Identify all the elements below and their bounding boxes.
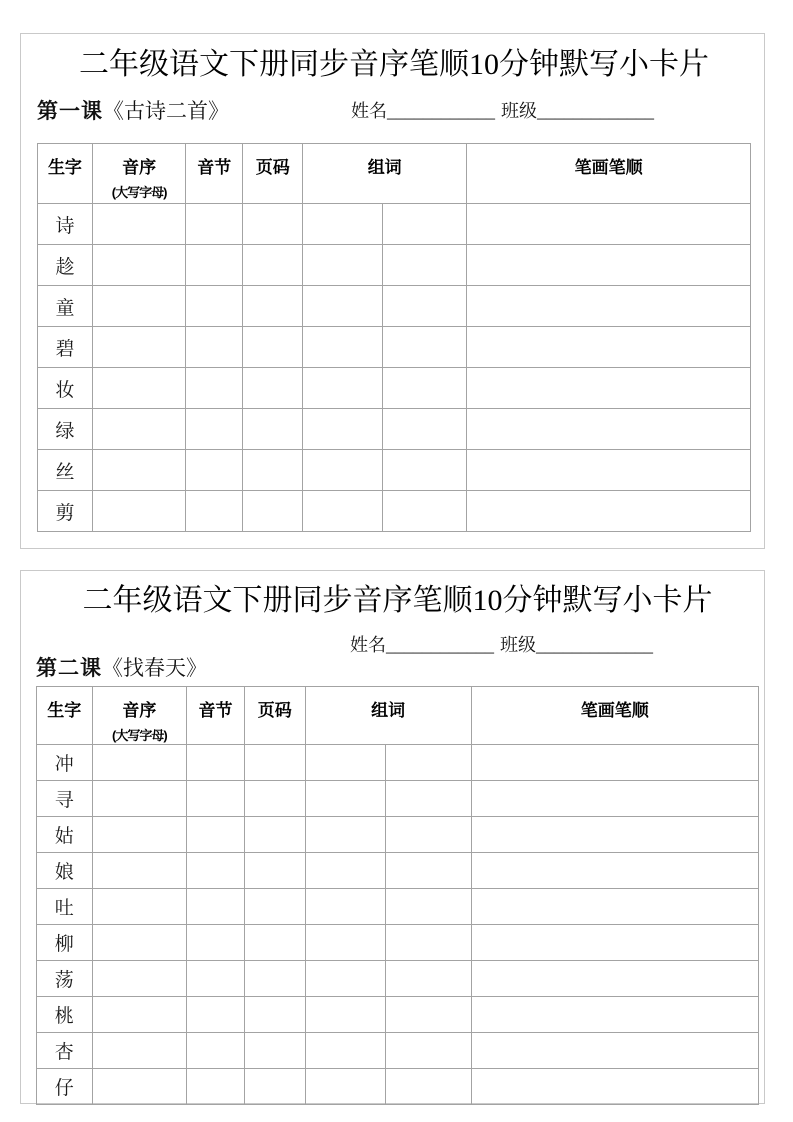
blank-cell — [244, 997, 305, 1033]
new-character-cell: 剪 — [38, 491, 93, 532]
blank-cell — [92, 491, 185, 532]
blank-cell — [383, 450, 467, 491]
table-row — [38, 368, 751, 409]
blank-cell — [303, 409, 383, 450]
card-lesson-2 — [20, 570, 765, 1104]
blank-cell — [305, 925, 386, 961]
blank-cell — [303, 368, 383, 409]
blank-cell — [92, 1069, 187, 1105]
blank-cell — [244, 1033, 305, 1069]
header-word-groups: 组词 — [303, 144, 467, 204]
new-character-cell: 冲 — [37, 745, 93, 781]
blank-cell — [471, 961, 758, 997]
blank-cell — [187, 745, 245, 781]
blank-cell — [386, 889, 471, 925]
table-row — [38, 409, 751, 450]
header-pinyin-initial — [92, 144, 185, 204]
blank-cell — [187, 925, 245, 961]
table-row — [37, 781, 759, 817]
blank-cell — [471, 817, 758, 853]
blank-cell — [471, 1069, 758, 1105]
blank-cell — [92, 204, 185, 245]
blank-cell — [383, 286, 467, 327]
blank-cell — [467, 204, 751, 245]
new-character-cell: 姑 — [37, 817, 93, 853]
blank-cell — [244, 817, 305, 853]
blank-cell — [186, 327, 243, 368]
blank-cell — [243, 286, 303, 327]
name-label: 姓名 — [350, 635, 386, 655]
blank-cell — [386, 853, 471, 889]
card-lesson-1 — [20, 33, 765, 549]
blank-cell — [92, 450, 185, 491]
blank-cell — [467, 450, 751, 491]
table-row — [37, 925, 759, 961]
new-character-cell: 寻 — [37, 781, 93, 817]
table-row — [37, 961, 759, 997]
blank-cell — [243, 368, 303, 409]
blank-cell — [186, 450, 243, 491]
meta-row — [36, 619, 759, 686]
new-character-cell: 桃 — [37, 997, 93, 1033]
card-title: 二年级语文下册同步音序笔顺10分钟默写小卡片 — [82, 584, 713, 617]
meta-row — [37, 91, 751, 131]
header-pinyin-initial-sub: (大写字母) — [111, 185, 167, 200]
blank-cell — [305, 889, 386, 925]
blank-cell — [386, 925, 471, 961]
name-blank-line: ____________ — [387, 101, 495, 121]
blank-cell — [303, 450, 383, 491]
blank-cell — [243, 204, 303, 245]
blank-cell — [187, 1069, 245, 1105]
header-new-character: 生字 — [37, 687, 93, 745]
blank-cell — [305, 745, 386, 781]
class-blank-line: _____________ — [537, 101, 654, 121]
blank-cell — [243, 450, 303, 491]
name-label: 姓名 — [351, 101, 387, 121]
header-word-groups: 组词 — [305, 687, 471, 745]
blank-cell — [467, 286, 751, 327]
header-syllable: 音节 — [187, 687, 245, 745]
blank-cell — [92, 925, 187, 961]
new-character-cell: 荡 — [37, 961, 93, 997]
blank-cell — [471, 853, 758, 889]
blank-cell — [187, 853, 245, 889]
blank-cell — [92, 853, 187, 889]
header-page-number: 页码 — [243, 144, 303, 204]
blank-cell — [187, 997, 245, 1033]
new-character-cell: 碧 — [38, 327, 93, 368]
header-pinyin-initial — [92, 687, 187, 745]
blank-cell — [467, 245, 751, 286]
blank-cell — [467, 327, 751, 368]
blank-cell — [471, 745, 758, 781]
table-header-row — [38, 144, 751, 204]
blank-cell — [305, 1069, 386, 1105]
blank-cell — [383, 491, 467, 532]
blank-cell — [186, 204, 243, 245]
blank-cell — [187, 889, 245, 925]
header-stroke-order: 笔画笔顺 — [471, 687, 758, 745]
header-pinyin-initial-main: 音序 — [122, 701, 157, 720]
blank-cell — [92, 817, 187, 853]
blank-cell — [305, 961, 386, 997]
blank-cell — [471, 925, 758, 961]
table-header-row — [37, 687, 759, 745]
blank-cell — [92, 889, 187, 925]
blank-cell — [467, 409, 751, 450]
name-class-fields — [351, 97, 654, 123]
blank-cell — [92, 286, 185, 327]
card-title: 二年级语文下册同步音序笔顺10分钟默写小卡片 — [79, 48, 709, 81]
table-row — [37, 853, 759, 889]
table-row — [38, 491, 751, 532]
blank-cell — [187, 817, 245, 853]
blank-cell — [386, 1069, 471, 1105]
table-row — [38, 204, 751, 245]
blank-cell — [186, 286, 243, 327]
blank-cell — [383, 368, 467, 409]
table-row — [37, 1069, 759, 1105]
blank-cell — [305, 853, 386, 889]
blank-cell — [243, 245, 303, 286]
blank-cell — [243, 491, 303, 532]
table-row — [38, 245, 751, 286]
blank-cell — [471, 997, 758, 1033]
dictation-table-1 — [37, 143, 751, 532]
blank-cell — [303, 245, 383, 286]
new-character-cell: 丝 — [38, 450, 93, 491]
blank-cell — [386, 781, 471, 817]
blank-cell — [92, 1033, 187, 1069]
lesson-name: 《找春天》 — [102, 656, 207, 680]
blank-cell — [92, 409, 185, 450]
new-character-cell: 绿 — [38, 409, 93, 450]
new-character-cell: 仔 — [37, 1069, 93, 1105]
blank-cell — [92, 368, 185, 409]
blank-cell — [186, 491, 243, 532]
blank-cell — [471, 889, 758, 925]
table-row — [37, 817, 759, 853]
blank-cell — [92, 745, 187, 781]
blank-cell — [244, 853, 305, 889]
blank-cell — [303, 327, 383, 368]
blank-cell — [243, 409, 303, 450]
lesson-heading — [36, 652, 207, 682]
blank-cell — [305, 997, 386, 1033]
header-page-number: 页码 — [244, 687, 305, 745]
lesson-number: 第二课 — [36, 657, 102, 680]
blank-cell — [471, 781, 758, 817]
blank-cell — [305, 1033, 386, 1069]
header-pinyin-initial-sub: (大写字母) — [112, 728, 167, 743]
blank-cell — [92, 997, 187, 1033]
header-pinyin-initial-main: 音序 — [122, 158, 157, 177]
table-row — [37, 889, 759, 925]
blank-cell — [244, 781, 305, 817]
blank-cell — [305, 817, 386, 853]
lesson-number: 第一课 — [37, 100, 103, 123]
blank-cell — [467, 368, 751, 409]
blank-cell — [386, 961, 471, 997]
class-label: 班级 — [501, 101, 537, 121]
class-label: 班级 — [500, 635, 536, 655]
new-character-cell: 吐 — [37, 889, 93, 925]
new-character-cell: 诗 — [38, 204, 93, 245]
new-character-cell: 娘 — [37, 853, 93, 889]
name-class-fields — [350, 631, 653, 657]
blank-cell — [244, 925, 305, 961]
new-character-cell: 童 — [38, 286, 93, 327]
blank-cell — [187, 781, 245, 817]
table-row — [38, 286, 751, 327]
table-row — [38, 450, 751, 491]
blank-cell — [186, 245, 243, 286]
blank-cell — [467, 491, 751, 532]
blank-cell — [92, 781, 187, 817]
name-blank-line: ____________ — [386, 635, 494, 655]
table-row — [38, 327, 751, 368]
new-character-cell: 妆 — [38, 368, 93, 409]
blank-cell — [303, 491, 383, 532]
blank-cell — [243, 327, 303, 368]
blank-cell — [244, 745, 305, 781]
table-row — [37, 1033, 759, 1069]
blank-cell — [244, 961, 305, 997]
header-new-character: 生字 — [38, 144, 93, 204]
dictation-table-2 — [36, 686, 759, 1105]
lesson-heading — [37, 95, 229, 125]
table-row — [37, 745, 759, 781]
class-blank-line: _____________ — [536, 635, 653, 655]
blank-cell — [92, 327, 185, 368]
blank-cell — [383, 327, 467, 368]
blank-cell — [186, 368, 243, 409]
blank-cell — [187, 961, 245, 997]
blank-cell — [383, 245, 467, 286]
blank-cell — [471, 1033, 758, 1069]
table-row — [37, 997, 759, 1033]
blank-cell — [303, 286, 383, 327]
blank-cell — [186, 409, 243, 450]
blank-cell — [244, 889, 305, 925]
new-character-cell: 杏 — [37, 1033, 93, 1069]
blank-cell — [386, 1033, 471, 1069]
blank-cell — [386, 997, 471, 1033]
blank-cell — [303, 204, 383, 245]
header-stroke-order: 笔画笔顺 — [467, 144, 751, 204]
table-body — [38, 204, 751, 532]
blank-cell — [386, 745, 471, 781]
blank-cell — [244, 1069, 305, 1105]
blank-cell — [187, 1033, 245, 1069]
table-body — [37, 745, 759, 1105]
new-character-cell: 趁 — [38, 245, 93, 286]
new-character-cell: 柳 — [37, 925, 93, 961]
header-syllable: 音节 — [186, 144, 243, 204]
blank-cell — [92, 245, 185, 286]
lesson-name: 《古诗二首》 — [103, 99, 229, 123]
blank-cell — [386, 817, 471, 853]
blank-cell — [305, 781, 386, 817]
blank-cell — [383, 409, 467, 450]
blank-cell — [92, 961, 187, 997]
blank-cell — [383, 204, 467, 245]
